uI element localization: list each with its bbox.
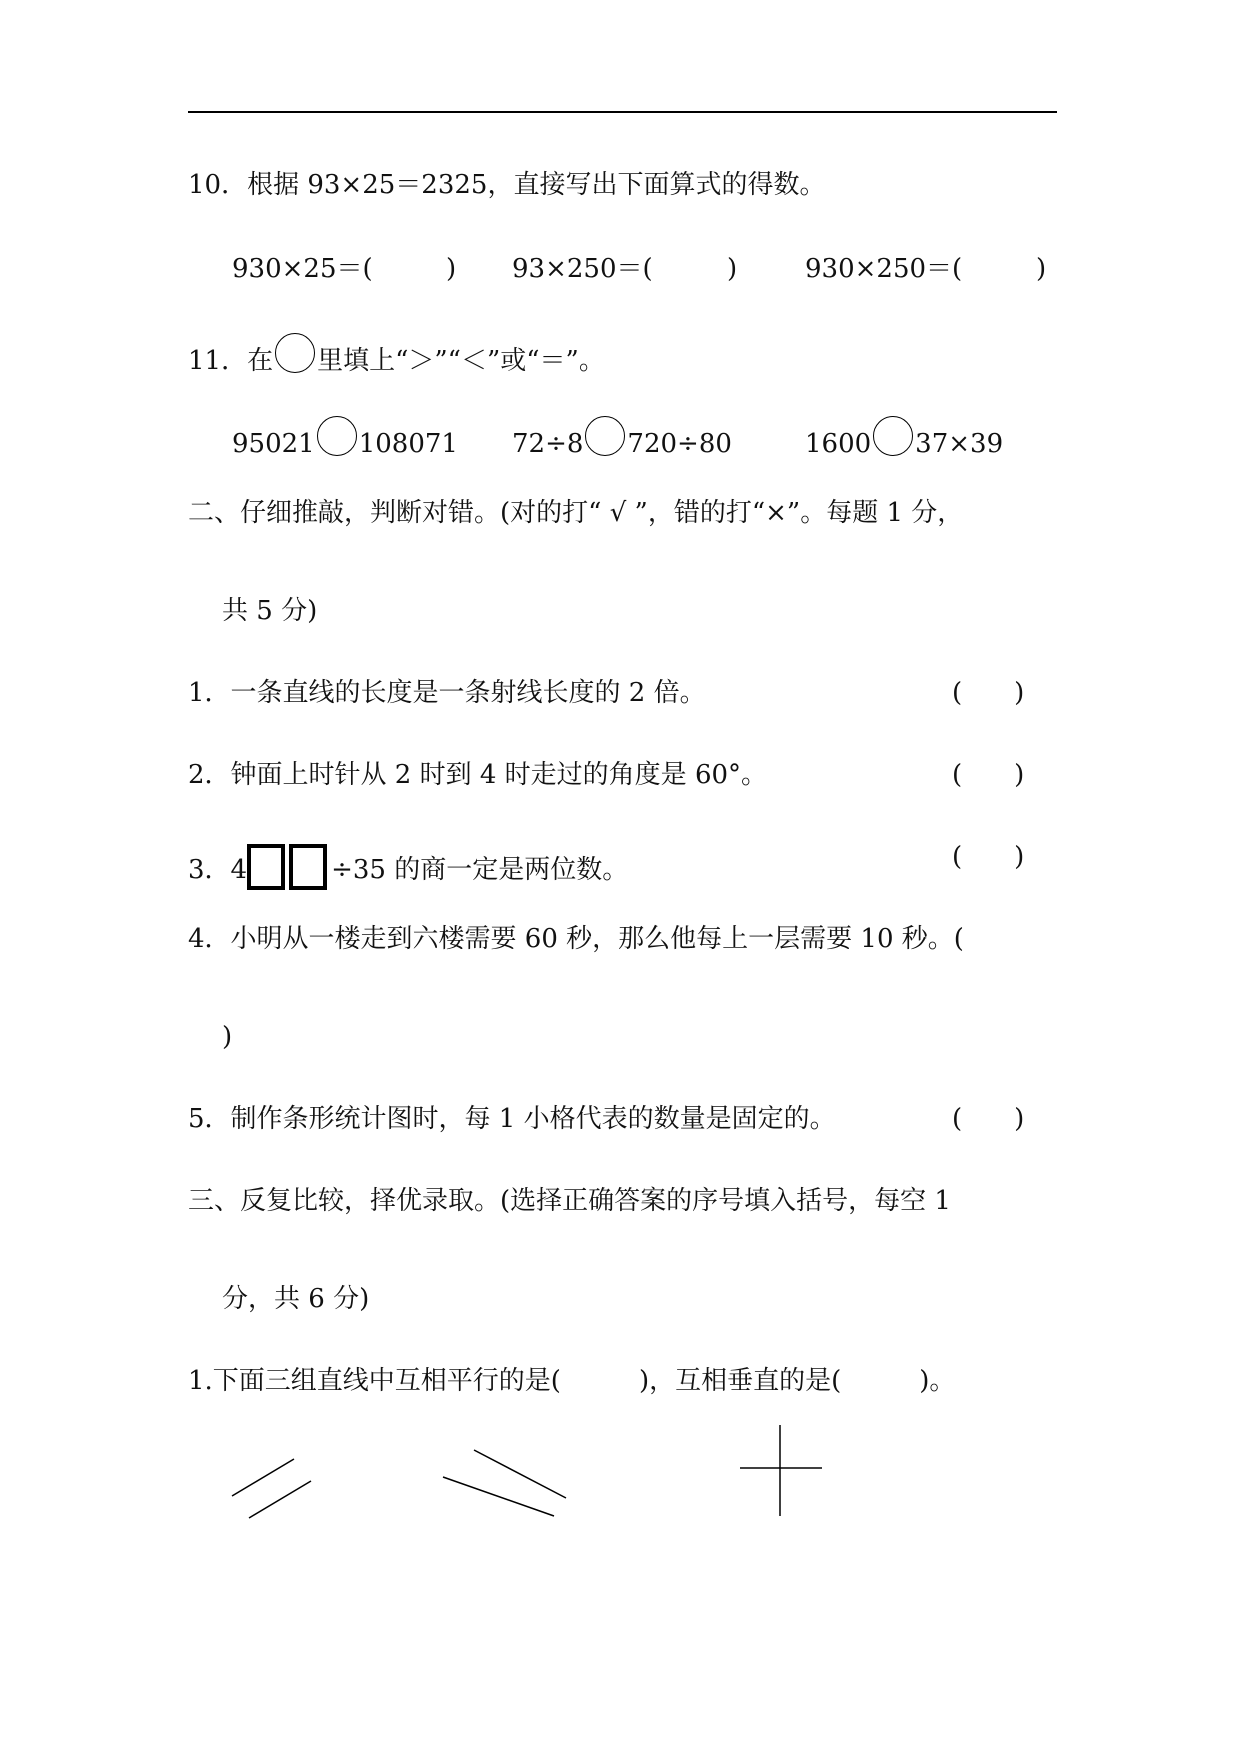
judge-item-5: 5．制作条形统计图时，每 1 小格代表的数量是固定的。 xyxy=(188,1104,836,1134)
section2-header: 二、仔细推敲，判断对错。(对的打“ √ ”，错的打“×”。每题 1 分， xyxy=(188,498,964,528)
q10-close-1: ) xyxy=(446,254,457,284)
figure-a-line-1 xyxy=(232,1459,294,1496)
q10-close-3: ) xyxy=(1036,254,1047,284)
judge-item-1: 1．一条直线的长度是一条射线长度的 2 倍。 xyxy=(188,678,706,708)
figure-b-line-2 xyxy=(474,1450,566,1498)
q10-item-3: 930×250＝( xyxy=(805,254,963,284)
section2-header-cont: 共 5 分) xyxy=(222,596,318,626)
judge-answer-5[interactable]: ( ) xyxy=(952,1104,1025,1134)
q11-stem: 11．在 里填上“＞”“＜”或“＝”。 xyxy=(188,333,605,374)
judge-answer-1[interactable]: ( ) xyxy=(952,678,1025,708)
q10-item-2: 93×250＝( xyxy=(512,254,653,284)
judge-item-4: 4．小明从一楼走到六楼需要 60 秒，那么他每上一层需要 10 秒。( xyxy=(188,924,964,954)
judge-item-4-close[interactable]: ) xyxy=(222,1022,233,1052)
section3-header-cont: 分，共 6 分) xyxy=(222,1284,370,1314)
figure-a-line-2 xyxy=(249,1481,311,1518)
judge-answer-3[interactable]: ( ) xyxy=(952,842,1025,872)
judge-item-2: 2．钟面上时针从 2 时到 4 时走过的角度是 60°。 xyxy=(188,760,768,790)
q11-item-1: 95021 108071 xyxy=(232,416,458,457)
q10-stem: 10．根据 93×25＝2325，直接写出下面算式的得数。 xyxy=(188,170,826,200)
q10-close-2: ) xyxy=(727,254,738,284)
section3-header: 三、反复比较，择优录取。(选择正确答案的序号填入括号，每空 1 xyxy=(188,1186,951,1216)
choice-item-1: 1.下面三组直线中互相平行的是( )，互相垂直的是( )。 xyxy=(188,1366,956,1396)
q11-item-2: 72÷8 720÷80 xyxy=(512,416,732,457)
judge-item-3: 3．4 ÷35 的商一定是两位数。 xyxy=(188,844,628,890)
q10-item-1: 930×25＝( xyxy=(232,254,373,284)
judge-answer-2[interactable]: ( ) xyxy=(952,760,1025,790)
q11-item-3: 1600 37×39 xyxy=(805,416,1003,457)
